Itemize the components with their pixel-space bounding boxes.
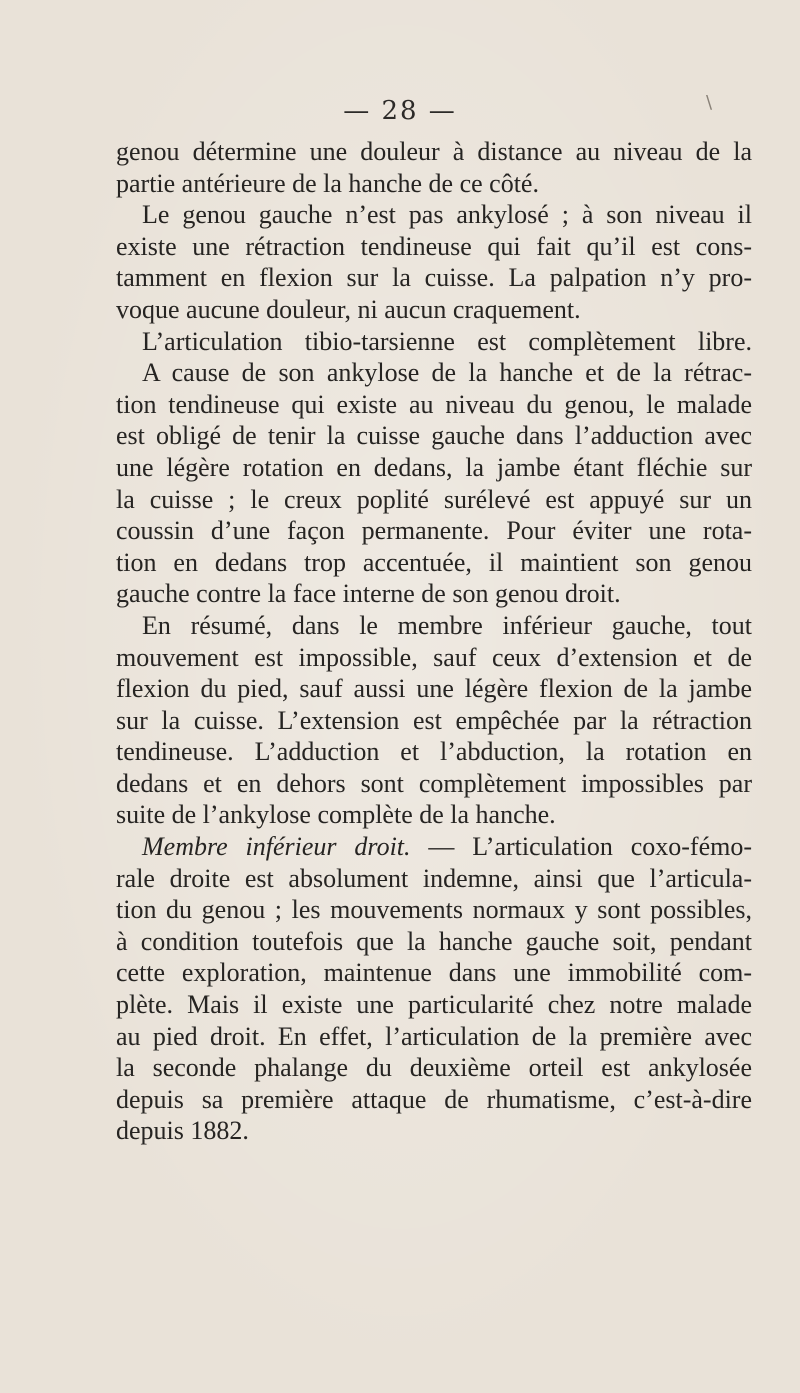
text-line: la cuisse ; le creux poplité surélevé est appuyé sur un <box>116 484 752 514</box>
text-line: cette exploration, maintenue dans une immobilité com- <box>116 958 752 988</box>
text-line: partie antérieure de la hanche de ce côté. <box>116 168 539 198</box>
text-line: L’articulation tibio-tarsienne est complètement libre. <box>142 326 752 356</box>
text-line: A cause de son ankylose de la hanche et de la rétrac- <box>142 358 752 388</box>
text-line: sur la cuisse. L’extension est empêchée par la rétraction <box>116 705 752 735</box>
text-line: plète. Mais il existe une particularité chez notre malade <box>116 990 752 1020</box>
text-line: tion du genou ; les mouvements normaux y sont possibles, <box>116 895 752 925</box>
text-line: genou détermine une douleur à distance au niveau de la <box>116 137 752 166</box>
text-line: la seconde phalange du deuxième orteil est ankylosée <box>116 1053 752 1083</box>
text-line: au pied droit. En effet, l’articulation de la première avec <box>116 1021 752 1051</box>
text-line: une légère rotation en dedans, la jambe étant fléchie sur <box>116 452 752 482</box>
text-line: tendineuse. L’adduction et l’abduction, la rotation en <box>116 737 752 767</box>
text-line: depuis sa première attaque de rhumatisme, c’est-à-dire <box>116 1084 752 1114</box>
text-line: tamment en flexion sur la cuisse. La palpation n’y pro- <box>116 263 752 293</box>
text-line: suite de l’ankylose complète de la hanche. <box>116 800 556 830</box>
text-line: mouvement est impossible, sauf ceux d’extension et de <box>116 642 752 672</box>
page-number: — 28 — <box>343 96 457 126</box>
text-line: est obligé de tenir la cuisse gauche dans l’adduction avec <box>116 421 752 451</box>
text-line: depuis 1882. <box>116 1116 249 1146</box>
text-line: tion tendineuse qui existe au niveau du genou, le malade <box>116 389 752 419</box>
text-line: dedans et en dehors sont complètement impossibles par <box>116 768 752 798</box>
text-line: tion en dedans trop accentuée, il maintient son genou <box>116 547 752 577</box>
body-text <box>116 136 752 1147</box>
text-line: Le genou gauche n’est pas ankylosé ; à son niveau il <box>142 200 752 230</box>
text-line <box>116 831 752 863</box>
text-line: flexion du pied, sauf aussi une légère flexion de la jambe <box>116 674 752 704</box>
text-line: rale droite est absolument indemne, ainsi que l’articula- <box>116 863 752 893</box>
text-line: En résumé, dans le membre inférieur gauche, tout <box>142 610 752 640</box>
text-line: gauche contre la face interne de son genou droit. <box>116 579 621 609</box>
text-line: voque aucune douleur, ni aucun craquement. <box>116 294 581 324</box>
text-line-rest: — L’articulation coxo-fémo- <box>410 832 753 862</box>
text-line: existe une rétraction tendineuse qui fait qu’il est cons- <box>116 231 752 261</box>
text-line: à condition toutefois que la hanche gauche soit, pendant <box>116 926 752 956</box>
margin-mark: \ <box>706 92 713 113</box>
section-heading-italic: Membre inférieur droit. <box>142 832 411 862</box>
text-line: coussin d’une façon permanente. Pour éviter une rota- <box>116 516 752 546</box>
